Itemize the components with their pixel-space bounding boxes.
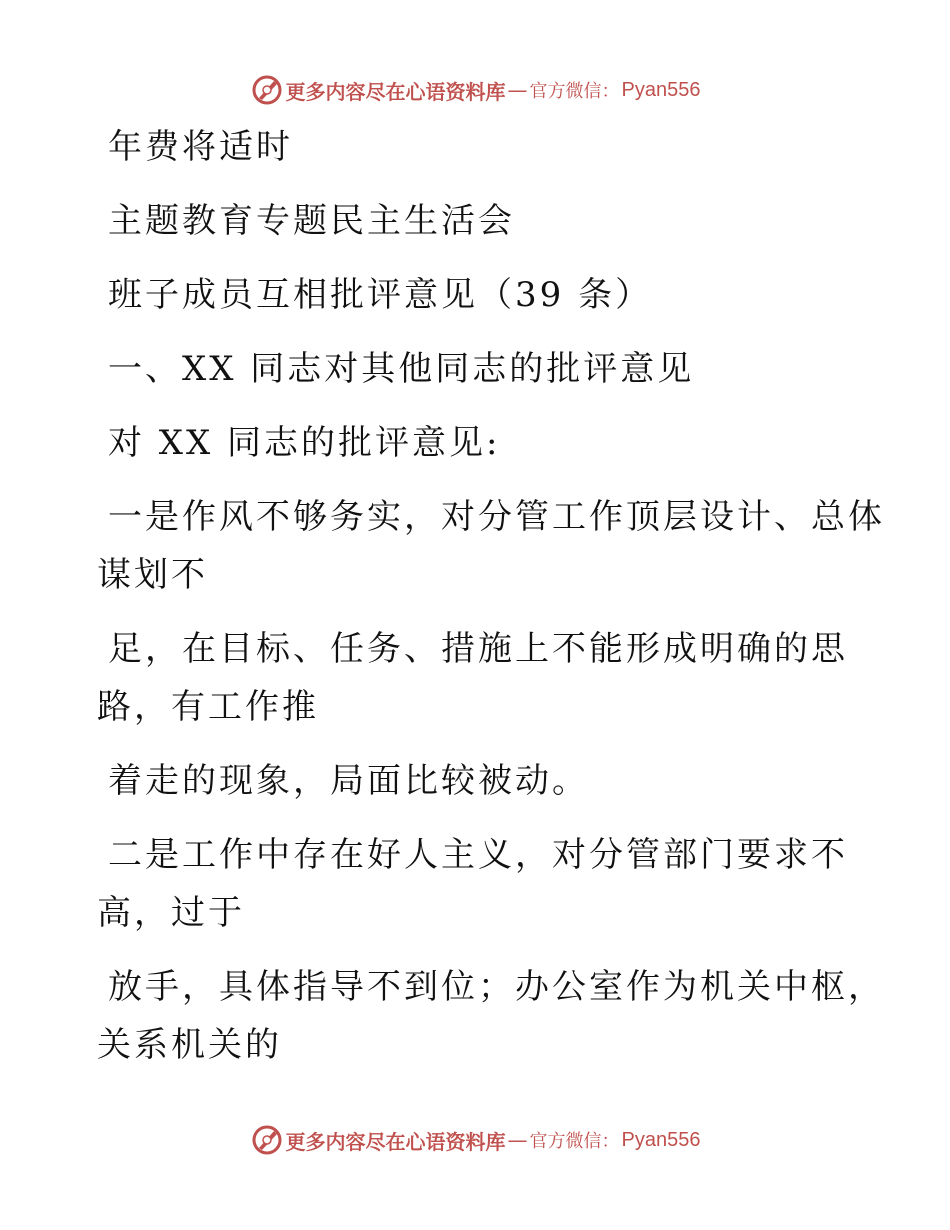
text-line: 足，在目标、任务、措施上不能形成明确的思 — [108, 629, 848, 669]
watermark-wechat-id: Pyan556 — [621, 1128, 701, 1151]
text-line: 班子成员互相批评意见（39 条） — [108, 275, 653, 315]
pen-circle-logo-icon — [250, 73, 284, 107]
watermark-wechat-label: 官方微信： — [529, 81, 620, 102]
text-line: 主题教育专题民主生活会 — [108, 201, 515, 241]
text-line: 二是工作中存在好人主义，对分管部门要求不 — [108, 835, 848, 875]
text-line: 着走的现象，局面比较被动。 — [108, 761, 589, 801]
pen-circle-logo-icon — [250, 1123, 284, 1157]
text-line: 年费将适时 — [108, 127, 293, 167]
watermark-wechat-id: Pyan556 — [621, 78, 701, 101]
text-line: 一、XX 同志对其他同志的批评意见 — [108, 349, 695, 389]
text-line: 放手，具体指导不到位；办公室作为机关中枢， — [108, 967, 885, 1007]
text-line: 谋划不 — [97, 555, 208, 595]
text-line: 路，有工作推 — [97, 687, 319, 727]
header-watermark — [0, 70, 950, 110]
watermark-brand-text: 更多内容尽在心语资料库 — [285, 79, 506, 104]
watermark-wechat-label: 官方微信： — [529, 1131, 620, 1152]
footer-watermark — [0, 1120, 950, 1160]
text-line: 一是作风不够务实，对分管工作顶层设计、总体 — [108, 497, 885, 537]
watermark-dash: — — [507, 1128, 528, 1152]
text-line: 高，过于 — [97, 893, 245, 933]
watermark-brand-text: 更多内容尽在心语资料库 — [285, 1129, 506, 1154]
text-line: 关系机关的 — [97, 1025, 282, 1065]
watermark-dash: — — [507, 78, 528, 102]
text-line: 对 XX 同志的批评意见: — [108, 423, 501, 463]
